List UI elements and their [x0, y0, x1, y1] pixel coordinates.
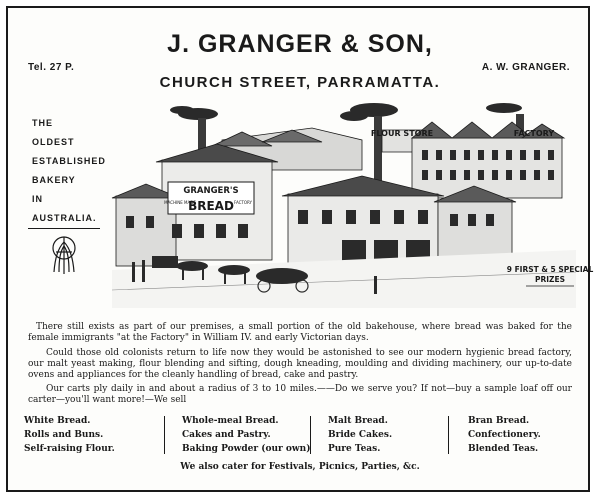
wheat-emblem-icon: [46, 234, 82, 276]
prizes-line-1: 9 FIRST & 5 SPECIAL: [506, 265, 594, 274]
flour-store-sign: FLOUR STORE: [370, 129, 434, 138]
smoke-plumes: [170, 103, 522, 121]
prizes-line-2: PRIZES: [534, 275, 566, 284]
product-item: Whole-meal Bread.: [182, 416, 279, 426]
wall-sign-top: GRANGER'S: [183, 186, 239, 196]
page-title: J. GRANGER & SON,: [167, 30, 433, 58]
telephone-number: Tel. 27 P.: [28, 62, 75, 73]
wall-sign-small-left: MACHINE MADE: [164, 200, 196, 205]
product-column: [182, 414, 310, 456]
product-column: [328, 414, 392, 456]
product-item: Pure Teas.: [328, 444, 381, 454]
paragraph-factory: Could those old colonists return to life now they would be astonished to see our modern hygienic bread factory, our malt yeast making, flour blending and sifting, dough kneading, moulding and dividing machinery, our up-to-date ovens and appliances for the cleanly handling of bread, cake and pastry.: [28, 348, 572, 380]
bakery-premises-illustration: [112, 100, 594, 308]
product-item: White Bread.: [24, 416, 91, 426]
claim-line: ESTABLISHED: [32, 156, 106, 166]
product-column: [468, 414, 541, 456]
product-item: Baking Powder (our own): [182, 444, 311, 454]
product-item: Bride Cakes.: [328, 430, 393, 440]
product-item: Self-raising Flour.: [24, 444, 115, 454]
claim-line: OLDEST: [32, 137, 75, 147]
oldest-bakery-claim: [32, 114, 106, 228]
product-list: [22, 414, 578, 458]
claim-line: THE: [32, 118, 53, 128]
claim-line: IN: [32, 194, 43, 204]
paragraph-carts: Our carts ply daily in and about a radius of 3 to 10 miles.——Do we serve you? If not—buy a sample loaf off our carter—you'll want more!—We sell: [28, 384, 572, 405]
claim-line: AUSTRALIA.: [32, 213, 97, 223]
product-item: Rolls and Buns.: [24, 430, 104, 440]
catering-note: We also cater for Festivals, Picnics, Parties, &c.: [180, 462, 420, 472]
factory-sign: FACTORY: [513, 129, 555, 138]
product-item: Cakes and Pastry.: [182, 430, 271, 440]
wall-sign-small-right: FACTORY: [234, 200, 252, 205]
column-divider: [310, 416, 311, 454]
product-item: Confectionery.: [468, 430, 541, 440]
product-item: Blended Teas.: [468, 444, 539, 454]
product-item: Malt Bread.: [328, 416, 388, 426]
wall-sign-bread: BREAD: [188, 199, 234, 213]
column-divider: [164, 416, 165, 454]
product-item: Bran Bread.: [468, 416, 530, 426]
paragraph-history: There still exists as part of our premises, a small portion of the old bakehouse, where bread was baked for the female immigrants "at the Factory" in William IV. and early Victorian days.: [28, 322, 572, 343]
claim-line: BAKERY: [32, 175, 76, 185]
column-divider: [448, 416, 449, 454]
proprietor-name: A. W. GRANGER.: [481, 62, 570, 73]
address-subtitle: CHURCH STREET, PARRAMATTA.: [159, 74, 441, 91]
claim-divider: [28, 228, 100, 229]
product-column: [24, 414, 115, 456]
